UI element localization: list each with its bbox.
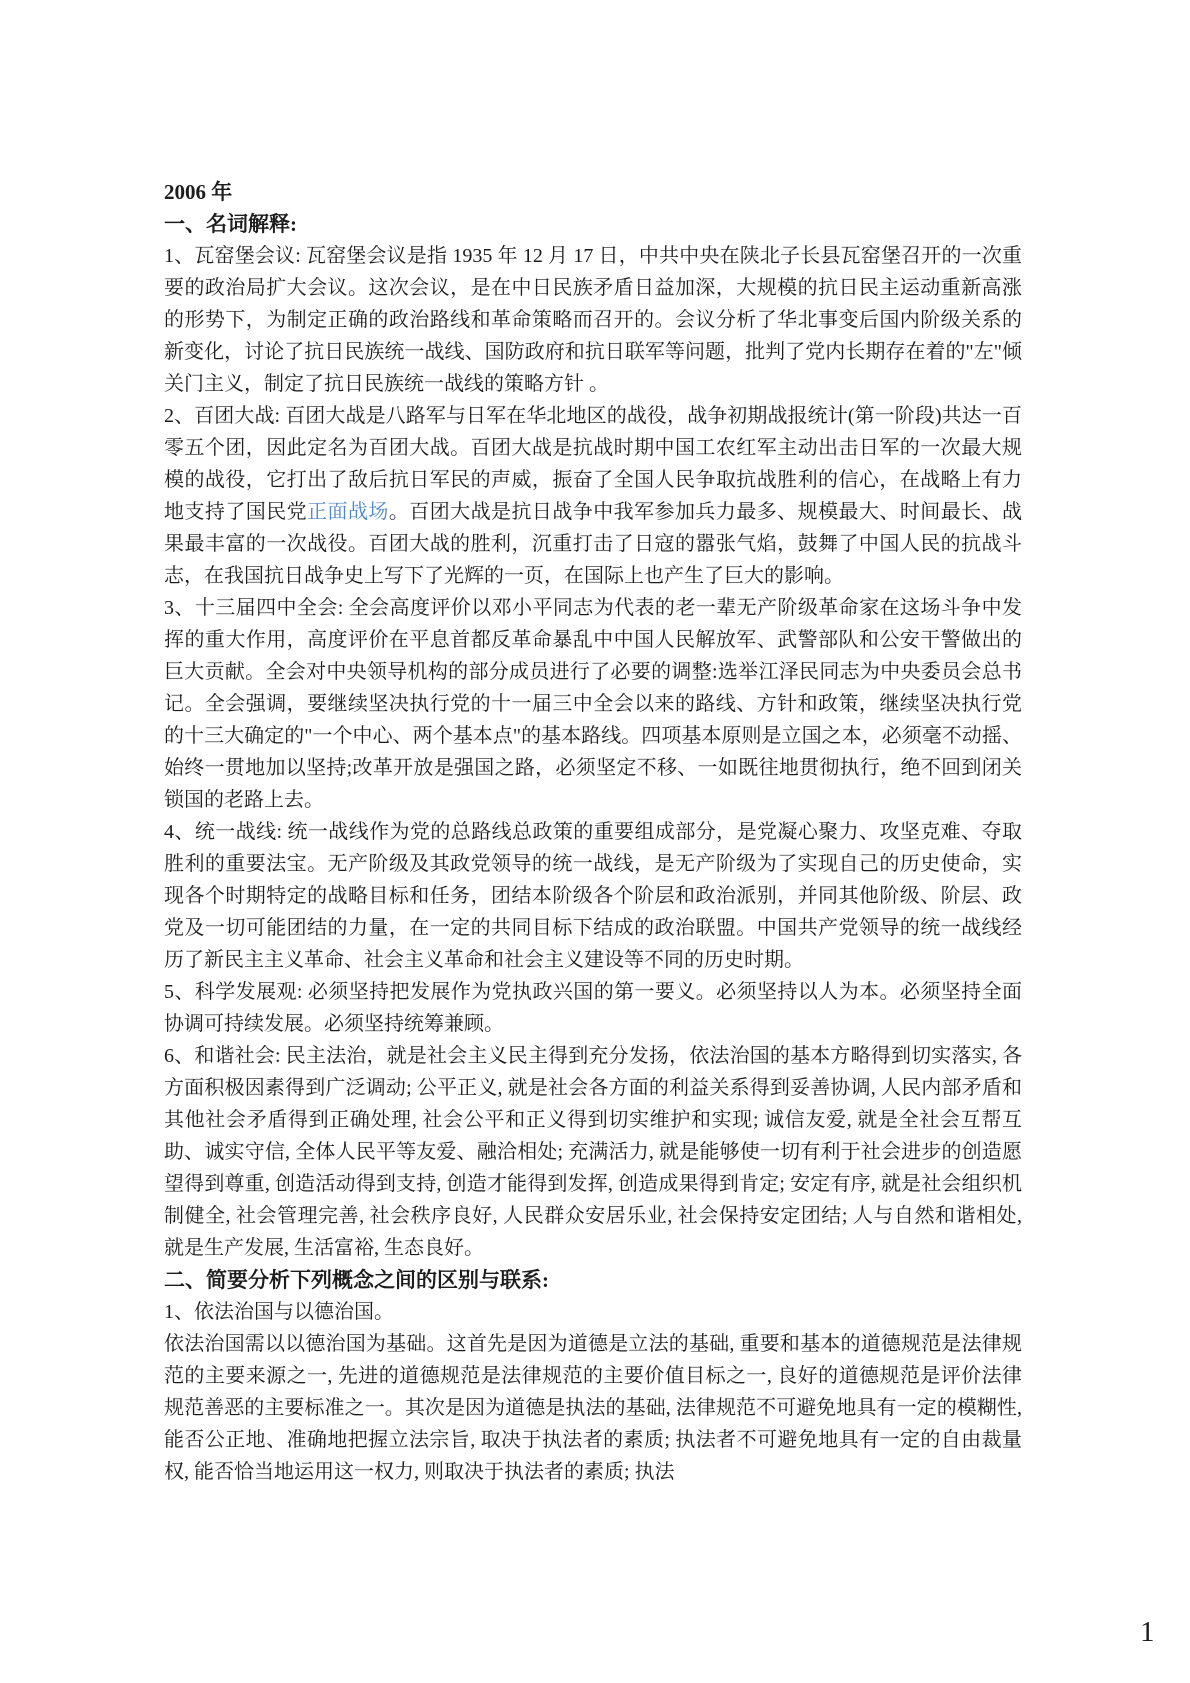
- term-item-wayaobao: 1、瓦窑堡会议: 瓦窑堡会议是指 1935 年 12 月 17 日，中共中央在陕北子长县瓦窑堡召开的一次重要的政治局扩大会议。这次会议，是在中日民族矛盾日益加深，大规模的抗日民主运动重新高涨的形势下，为制定正确的政治路线和革命策略而召开的。会议分析了华北事变后国内阶级关系的新变化，讨论了抗日民族统一战线、国防政府和抗日联军等问题，批判了党内长期存在着的"左"倾关门主义，制定了抗日民族统一战线的策略方针 。: [164, 245, 1022, 395]
- term-baituan-text-after: 。百团大战是抗日战争中我军参加兵力最多、规模最大、时间最长、战果最丰富的一次战役。百团大战的胜利，沉重打击了日寇的嚣张气焰，鼓舞了中国人民的抗战斗志，在我国抗日战争史上写下了光辉的一页，在国际上也产生了巨大的影响。: [164, 501, 1023, 587]
- term-item-scientific-outlook: 5、科学发展观: 必须坚持把发展作为党执政兴国的第一要义。必须坚持以人为本。必须坚持全面协调可持续发展。必须坚持统筹兼顾。: [164, 981, 1022, 1035]
- doc-title: 2006 年: [164, 180, 233, 204]
- term-item-baituan: [164, 400, 1022, 592]
- term-baituan-text-before: 2、百团大战: 百团大战是八路军与日军在华北地区的战役，战争初期战报统计(第一阶段)共达一百零五个团，因此定名为百团大战。百团大战是抗战时期中国工农红军主动出击日军的一次最大规模的战役，它打出了敌后抗日军民的声威，振奋了全国人民争取抗战胜利的信心，在战略上有力地支持了国民党: [164, 405, 1022, 523]
- front-battlefield-link[interactable]: 正面战场: [307, 501, 389, 523]
- document-content: [164, 176, 1022, 1488]
- question-1-answer: 依法治国需以以德治国为基础。这首先是因为道德是立法的基础, 重要和基本的道德规范是法律规范的主要来源之一, 先进的道德规范是法律规范的主要价值目标之一, 良好的道德规范是评价法律规范善恶的主要标准之一。其次是因为道德是执法的基础, 法律规范不可避免地具有一定的模糊性, 能否公正地、准确地把握立法宗旨, 取决于执法者的素质; 执法者不可避免地具有一定的自由裁量权, 能否恰当地运用这一权力, 则取决于执法者的素质; 执法: [164, 1333, 1022, 1483]
- question-1-title: 1、依法治国与以德治国。: [164, 1301, 394, 1323]
- page-number: 1: [1140, 1616, 1155, 1648]
- term-item-harmonious-society: 6、和谐社会: 民主法治，就是社会主义民主得到充分发扬，依法治国的基本方略得到切实落实, 各方面积极因素得到广泛调动; 公平正义, 就是社会各方面的利益关系得到妥善协调, 人民内部矛盾和其他社会矛盾得到正确处理, 社会公平和正义得到切实维护和实现; 诚信友爱, 就是全社会互帮互助、诚实守信, 全体人民平等友爱、融洽相处; 充满活力, 就是能够使一切有利于社会进步的创造愿望得到尊重, 创造活动得到支持, 创造才能得到发挥, 创造成果得到肯定; 安定有序, 就是社会组织机制健全, 社会管理完善, 社会秩序良好, 人民群众安居乐业, 社会保持安定团结; 人与自然和谐相处, 就是生产发展, 生活富裕, 生态良好。: [164, 1045, 1022, 1259]
- term-item-united-front: 4、统一战线: 统一战线作为党的总路线总政策的重要组成部分，是党凝心聚力、攻坚克难、夺取胜利的重要法宝。无产阶级及其政党领导的统一战线，是无产阶级为了实现自己的历史使命，实现各个时期特定的战略目标和任务，团结本阶级各个阶层和政治派别，并同其他阶级、阶层、政党及一切可能团结的力量，在一定的共同目标下结成的政治联盟。中国共产党领导的统一战线经历了新民主主义革命、社会主义革命和社会主义建设等不同的历史时期。: [164, 821, 1022, 971]
- term-item-plenum: 3、十三届四中全会: 全会高度评价以邓小平同志为代表的老一辈无产阶级革命家在这场斗争中发挥的重大作用，高度评价在平息首都反革命暴乱中中国人民解放军、武警部队和公安干警做出的巨大贡献。全会对中央领导机构的部分成员进行了必要的调整:选举江泽民同志为中央委员会总书记。全会强调，要继续坚决执行党的十一届三中全会以来的路线、方针和政策，继续坚决执行党的十三大确定的"一个中心、两个基本点"的基本路线。四项基本原则是立国之本，必须毫不动摇、始终一贯地加以坚持;改革开放是强国之路，必须坚定不移、一如既往地贯彻执行，绝不回到闭关锁国的老路上去。: [164, 597, 1022, 811]
- section1-heading: 一、名词解释:: [164, 212, 297, 236]
- section2-heading: 二、简要分析下列概念之间的区别与联系:: [164, 1268, 549, 1292]
